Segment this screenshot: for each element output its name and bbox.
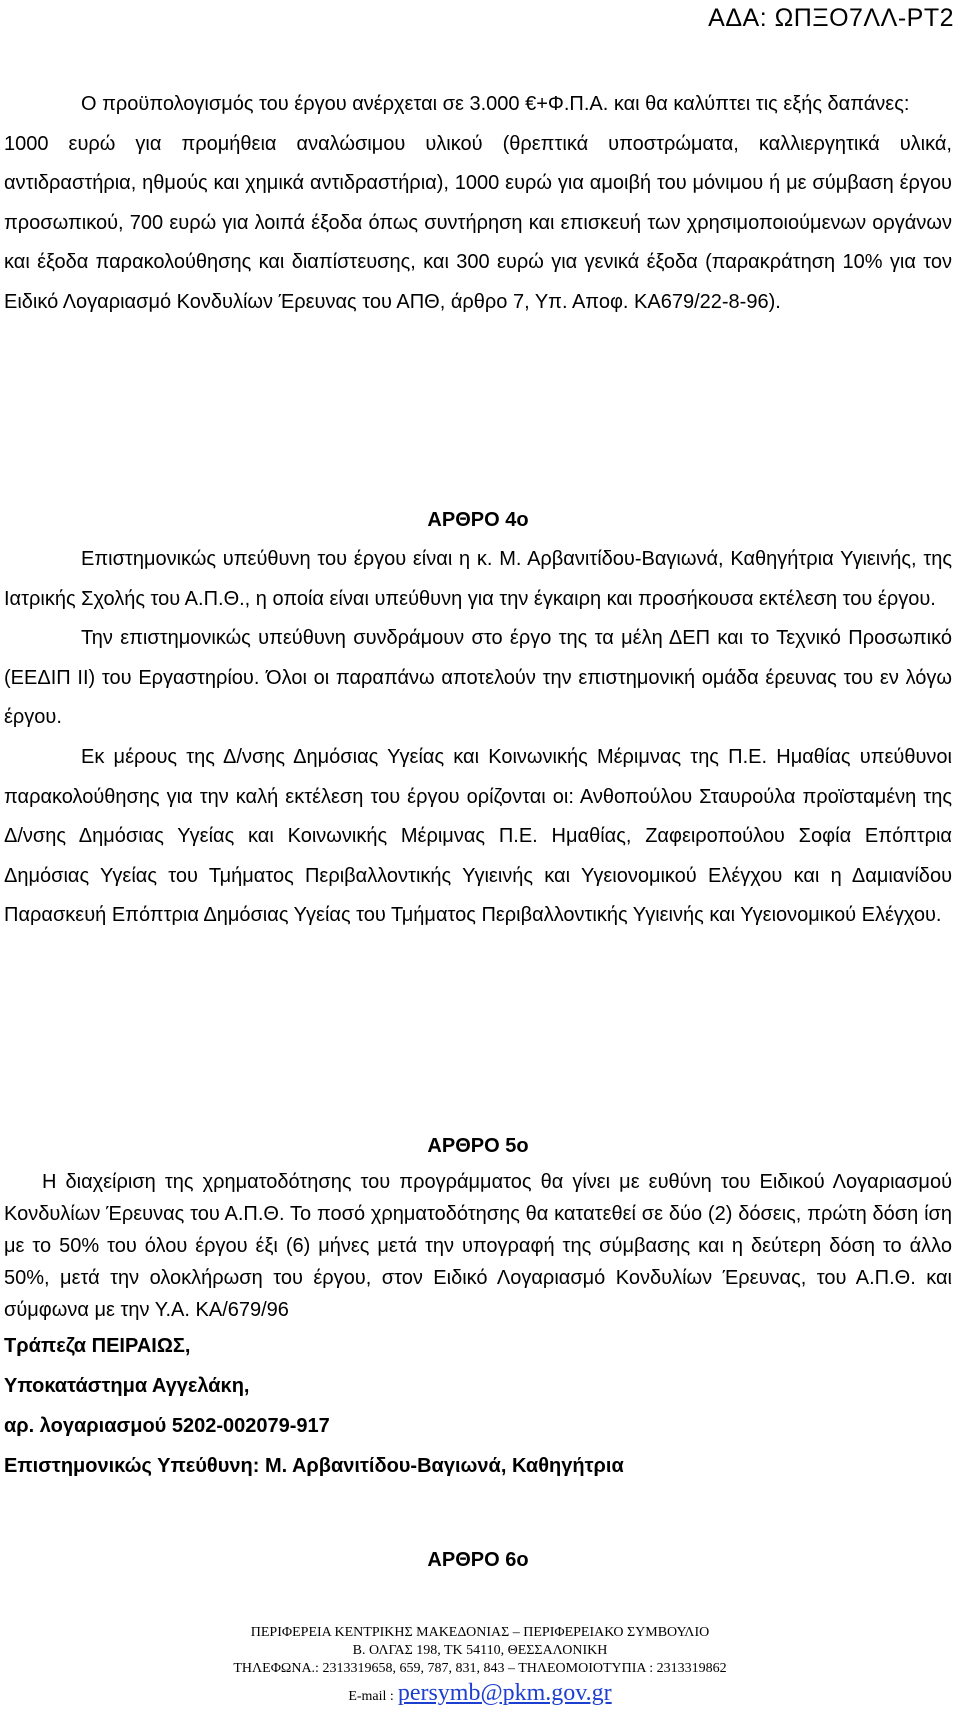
article-4-paragraph-3: Εκ μέρους της Δ/νσης Δημόσιας Υγείας και Κοινωνικής Μέριμνας της Π.Ε. Ημαθίας υπεύθυνοι παρακολούθησης για την καλή εκτέλεση του έργου ορίζονται οι: Ανθοπούλου Σταυρούλα προϊσταμένη της Δ/νσης Δημόσιας Υγείας και Κοινωνικής Μέριμνας Π.Ε. Ημαθίας, Ζαφειροπούλου Σοφία Επόπτρια Δημόσιας Υγείας του Τμήματος Περιβαλλοντικής Υγιεινής και Υγειονομικού Ελέγχου και η Δαμιανίδου Παρασκευή Επόπτρια Δημόσιας Υγείας του Τμήματος Περιβαλλοντικής Υγιεινής και Υγειονομικού Ελέγχου. xyxy=(4,745,952,927)
footer-email-row xyxy=(0,1680,960,1707)
bank-branch: Υποκατάστημα Αγγελάκη, xyxy=(4,1375,250,1397)
footer-email-link[interactable]: persymb@pkm.gov.gr xyxy=(397,1680,612,1706)
budget-intro: Ο προϋπολογισμός του έργου ανέρχεται σε 3.000 €+Φ.Π.Α. και θα καλύπτει τις εξής δαπάνες: xyxy=(81,93,910,115)
article-6-section xyxy=(4,1540,952,1580)
bank-name: Τράπεζα ΠΕΙΡΑΙΩΣ, xyxy=(4,1335,191,1357)
article-4-section xyxy=(4,500,952,936)
footer-address: Β. ΟΛΓΑΣ 198, ΤΚ 54110, ΘΕΣΣΑΛΟΝΙΚΗ xyxy=(352,1643,608,1658)
page-footer xyxy=(0,1624,960,1707)
article-4-paragraph-1: Επιστημονικώς υπεύθυνη του έργου είναι η κ. Μ. Αρβανιτίδου-Βαγιωνά, Καθηγήτρια Υγιεινής, της Ιατρικής Σχολής του Α.Π.Θ., η οποία είναι υπεύθυνη για την έγκαιρη και προσήκουσα εκτέλεση του έργου. xyxy=(4,548,952,610)
account-number: αρ. λογαριασμού 5202-002079-917 xyxy=(4,1415,330,1437)
article-4-paragraph-2: Την επιστημονικώς υπεύθυνη συνδράμουν στο έργο της τα μέλη ΔΕΠ και το Τεχνικό Προσωπικό (ΕΕΔΙΠ ΙΙ) του Εργαστηρίου. Όλοι οι παραπάνω αποτελούν την επιστημονική ομάδα έρευνας του εν λόγω έργου. xyxy=(4,627,952,729)
scientific-responsible: Επιστημονικώς Υπεύθυνη: Μ. Αρβανιτίδου-Βαγιωνά, Καθηγήτρια xyxy=(4,1455,624,1477)
article-5-paragraph: Η διαχείριση της χρηματοδότησης του προγράμματος θα γίνει με ευθύνη του Ειδικού Λογαριασμού Κονδυλίων Έρευνας του Α.Π.Θ. Το ποσό χρηματοδότησης θα κατατεθεί σε δύο (2) δόσεις, πρώτη δόση ίση με το 50% του όλου έργου έξι (6) μήνες μετά την υπογραφή της σύμβασης και η δεύτερη δόση το άλλο 50%, μετά την ολοκλήρωση του έργου, στον Ειδικό Λογαριασμό Κονδυλίων Έρευνας, του Α.Π.Θ. και σύμφωνα με την Υ.Α. ΚΑ/679/96 xyxy=(4,1171,952,1321)
article-6-heading: ΑΡΘΡΟ 6ο xyxy=(427,1549,529,1571)
article-5-section xyxy=(4,1126,952,1486)
budget-breakdown: 1000 ευρώ για προμήθεια αναλώσιμου υλικού (θρεπτικά υποστρώματα, καλλιεργητικά υλικά, αντιδραστήρια, ηθμούς και χημικά αντιδραστήρια), 1000 ευρώ για αμοιβή του μόνιμου ή με σύμβαση έργου προσωπικού, 700 ευρώ για λοιπά έξοδα όπως συντήρηση και επισκευή των χρησιμοποιούμενων οργάνων και έξοδα παρακολούθησης και διαπίστευσης, και 300 ευρώ για γενικά έξοδα (παρακράτηση 10% για τον Ειδικό Λογαριασμό Κονδυλίων Έρευνας του ΑΠΘ, άρθρο 7, Υπ. Αποφ. ΚΑ679/22-8-96). xyxy=(4,132,952,313)
footer-phones: ΤΗΛΕΦΩΝΑ.: 2313319658, 659, 787, 831, 843 – ΤΗΛΕΟΜΟΙΟΤΥΠΙΑ : 2313319862 xyxy=(233,1661,727,1676)
budget-section xyxy=(4,85,952,323)
article-4-heading: ΑΡΘΡΟ 4ο xyxy=(427,509,529,531)
article-5-heading: ΑΡΘΡΟ 5ο xyxy=(427,1135,529,1157)
footer-organization: ΠΕΡΙΦΕΡΕΙΑ ΚΕΝΤΡΙΚΗΣ ΜΑΚΕΔΟΝΙΑΣ – ΠΕΡΙΦΕΡΕΙΑΚΟ ΣΥΜΒΟΥΛΙΟ xyxy=(250,1625,710,1640)
footer-email-label: E-mail : xyxy=(348,1689,394,1704)
document-id: ΑΔΑ: ΩΠΞΟ7ΛΛ-ΡΤ2 xyxy=(708,4,954,32)
